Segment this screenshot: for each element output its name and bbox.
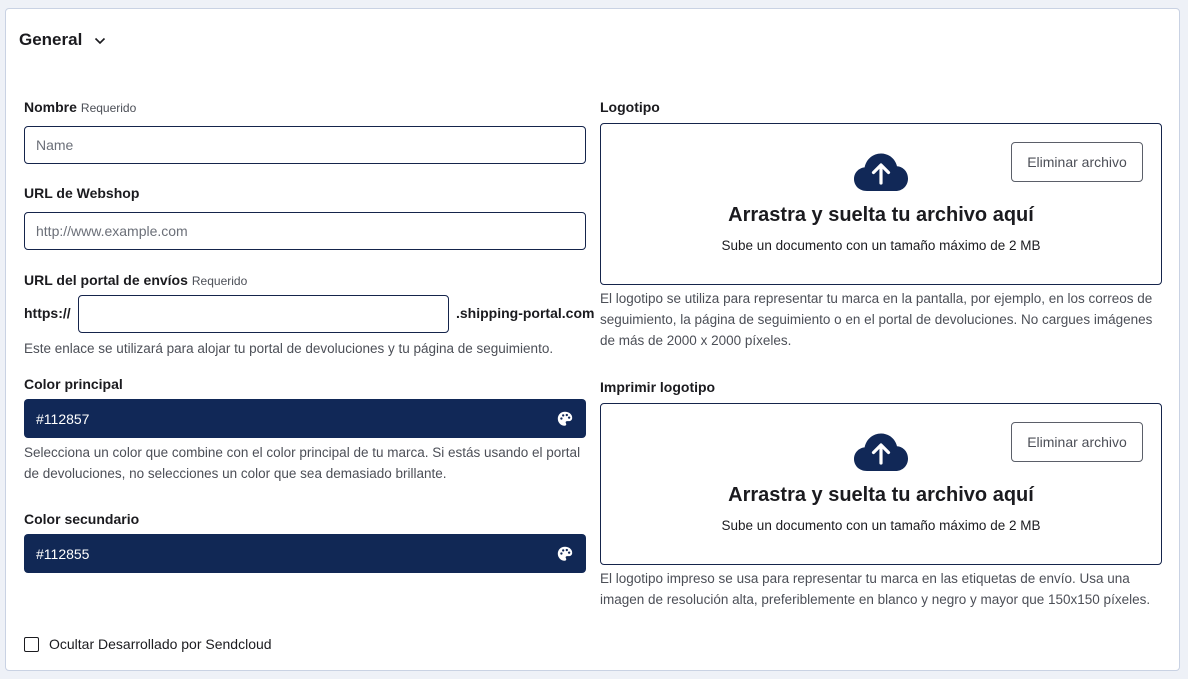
dropzone-subtitle: Sube un documento con un tamaño máximo de 2 MB (721, 238, 1041, 253)
hide-powered-by-option[interactable] (24, 636, 272, 652)
portal-url-suffix: .shipping-portal.com (456, 305, 595, 321)
remove-file-button[interactable]: Eliminar archivo (1011, 422, 1143, 462)
dropzone-title: Arrastra y suelta tu archivo aquí (728, 484, 1034, 506)
palette-icon[interactable] (556, 545, 574, 563)
logo-help: El logotipo se utiliza para representar tu marca en la pantalla, por ejemplo, en los correos de seguimiento, la página de seguimiento o en el portal de devoluciones. No cargues imágenes de más de 2000 x 2000 píxeles. (600, 291, 1153, 348)
primary-color-help: Selecciona un color que combine con el color principal de tu marca. Si estás usando el portal de devoluciones, no selecciones un color que sea demasiado brillante. (24, 445, 581, 481)
cloud-upload-icon (853, 152, 909, 192)
print-logo-dropzone[interactable] (600, 403, 1162, 565)
print-logo-help: El logotipo impreso se usa para representar tu marca en las etiquetas de envío. Usa una imagen de resolución alta, preferiblemente en blanco y negro y mayor que 150x150 píxeles. (600, 571, 1151, 607)
required-tag: Requerido (191, 274, 248, 288)
primary-color-label: Color principal (24, 376, 123, 392)
section-title: General (19, 30, 83, 49)
logo-dropzone[interactable] (600, 123, 1162, 285)
hide-powered-by-checkbox[interactable] (24, 637, 39, 652)
webshop-url-input[interactable] (24, 212, 586, 250)
portal-url-prefix: https:// (24, 305, 71, 321)
portal-url-label-text: URL del portal de envíos (24, 272, 188, 288)
hide-powered-by-label: Ocultar Desarrollado por Sendcloud (49, 636, 272, 652)
remove-file-button[interactable]: Eliminar archivo (1011, 142, 1143, 182)
palette-icon[interactable] (556, 410, 574, 428)
secondary-color-label: Color secundario (24, 511, 140, 527)
required-tag: Requerido (80, 101, 137, 115)
print-logo-label: Imprimir logotipo (600, 379, 716, 395)
portal-url-help: Este enlace se utilizará para alojar tu portal de devoluciones y tu página de seguimiento. (24, 341, 554, 356)
name-input[interactable] (24, 126, 586, 164)
webshop-label: URL de Webshop (24, 185, 140, 201)
primary-color-value: #112857 (36, 410, 90, 427)
section-toggle[interactable] (19, 30, 106, 50)
chevron-down-icon (94, 37, 106, 45)
dropzone-title: Arrastra y suelta tu archivo aquí (728, 204, 1034, 226)
portal-url-input[interactable] (78, 295, 449, 333)
dropzone-subtitle: Sube un documento con un tamaño máximo de 2 MB (721, 518, 1041, 533)
name-label-text: Nombre (24, 99, 77, 115)
name-label (24, 99, 136, 115)
secondary-color-value: #112855 (36, 545, 90, 562)
secondary-color-picker[interactable] (24, 534, 586, 573)
portal-url-label (24, 272, 247, 288)
logo-label: Logotipo (600, 99, 660, 115)
primary-color-picker[interactable] (24, 399, 586, 438)
cloud-upload-icon (853, 432, 909, 472)
